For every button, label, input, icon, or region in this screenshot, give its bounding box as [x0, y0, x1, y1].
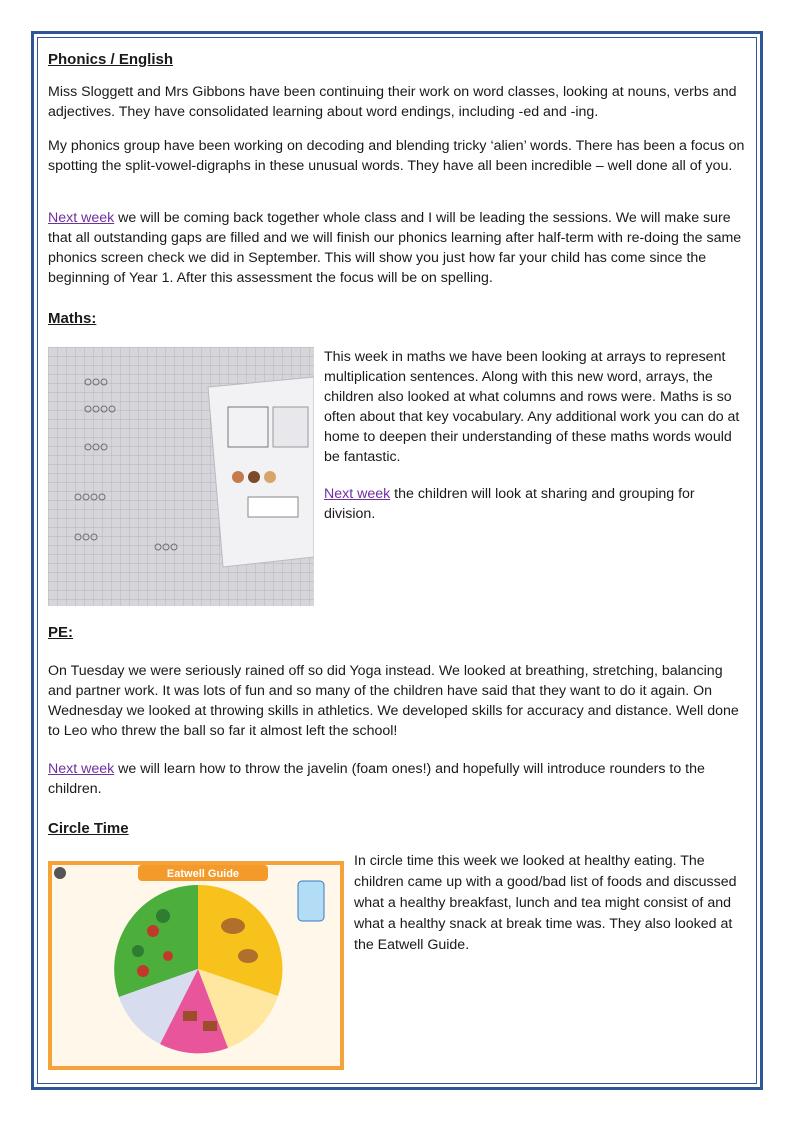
pe-paragraph-1: On Tuesday we were seriously rained off so did Yoga instead. We looked at breathing, stretching, balancing and partner work. It was lots of fun and so many of the children have said that they want to do it again. On Wednesday we looked at throwing skills in athletics. We developed skills for accuracy and distance. Well done to Leo who threw the ball so far it almost left the school!	[48, 663, 739, 739]
phonics-paragraph-3	[48, 208, 748, 288]
eatwell-plate-illustration	[48, 861, 344, 1070]
maths-paragraph-2-text: the children will look at sharing and grouping for division.	[324, 486, 695, 522]
maths-paragraph-1: This week in maths we have been looking at arrays to represent multiplication sentences. Along with this new word, arrays, the children also looked at what columns and rows were. Maths is so often about that key vocabulary. Any additional work you can do at home to deepen their understanding of these maths words would be fantastic.	[324, 349, 740, 465]
pe-paragraph-2-text: we will learn how to throw the javelin (foam ones!) and hopefully will introduce rounders to the children.	[48, 761, 705, 797]
phonics-paragraph-1: Miss Sloggett and Mrs Gibbons have been continuing their work on word classes, looking at nouns, verbs and adjectives. They have consolidated learning about word endings, including -ed and -ing.	[48, 84, 737, 120]
circle-time-paragraph: In circle time this week we looked at healthy eating. The children came up with a good/bad list of foods and discussed what a healthy breakfast, lunch and tea might consist of and what a healthy snack at break time was. They also looked at the Eatwell Guide.	[354, 853, 737, 953]
eatwell-title: Eatwell Guide	[166, 868, 240, 880]
circle-time-heading: Circle Time	[48, 820, 129, 837]
maths-next-week-link[interactable]: Next week	[324, 486, 391, 502]
maths-paragraph-2	[324, 484, 748, 524]
phonics-heading: Phonics / English	[48, 51, 174, 68]
maths-arrays-photo	[48, 347, 314, 606]
pe-heading: PE:	[48, 624, 74, 641]
maths-photo-illustration	[48, 347, 314, 606]
phonics-paragraph-3-text: we will be coming back together whole class and I will be leading the sessions. We will make sure that all outstanding gaps are filled and we will finish our phonics learning after half-term with re-doing the same phonics screen check we did in September. This will show you just how far your child has come since the beginning of Year 1. After this assessment the focus will be on spelling.	[48, 210, 742, 286]
pe-next-week-link[interactable]: Next week	[48, 761, 115, 777]
phonics-paragraph-2: My phonics group have been working on decoding and blending tricky ‘alien’ words. There has been a focus on spotting the split-vowel-digraphs in these unusual words. They have all been incredible – well done all of you.	[48, 138, 745, 174]
eatwell-guide-image	[48, 861, 344, 1070]
phonics-next-week-link[interactable]: Next week	[48, 210, 115, 226]
maths-heading: Maths:	[48, 310, 97, 327]
pe-paragraph-2	[48, 759, 748, 799]
